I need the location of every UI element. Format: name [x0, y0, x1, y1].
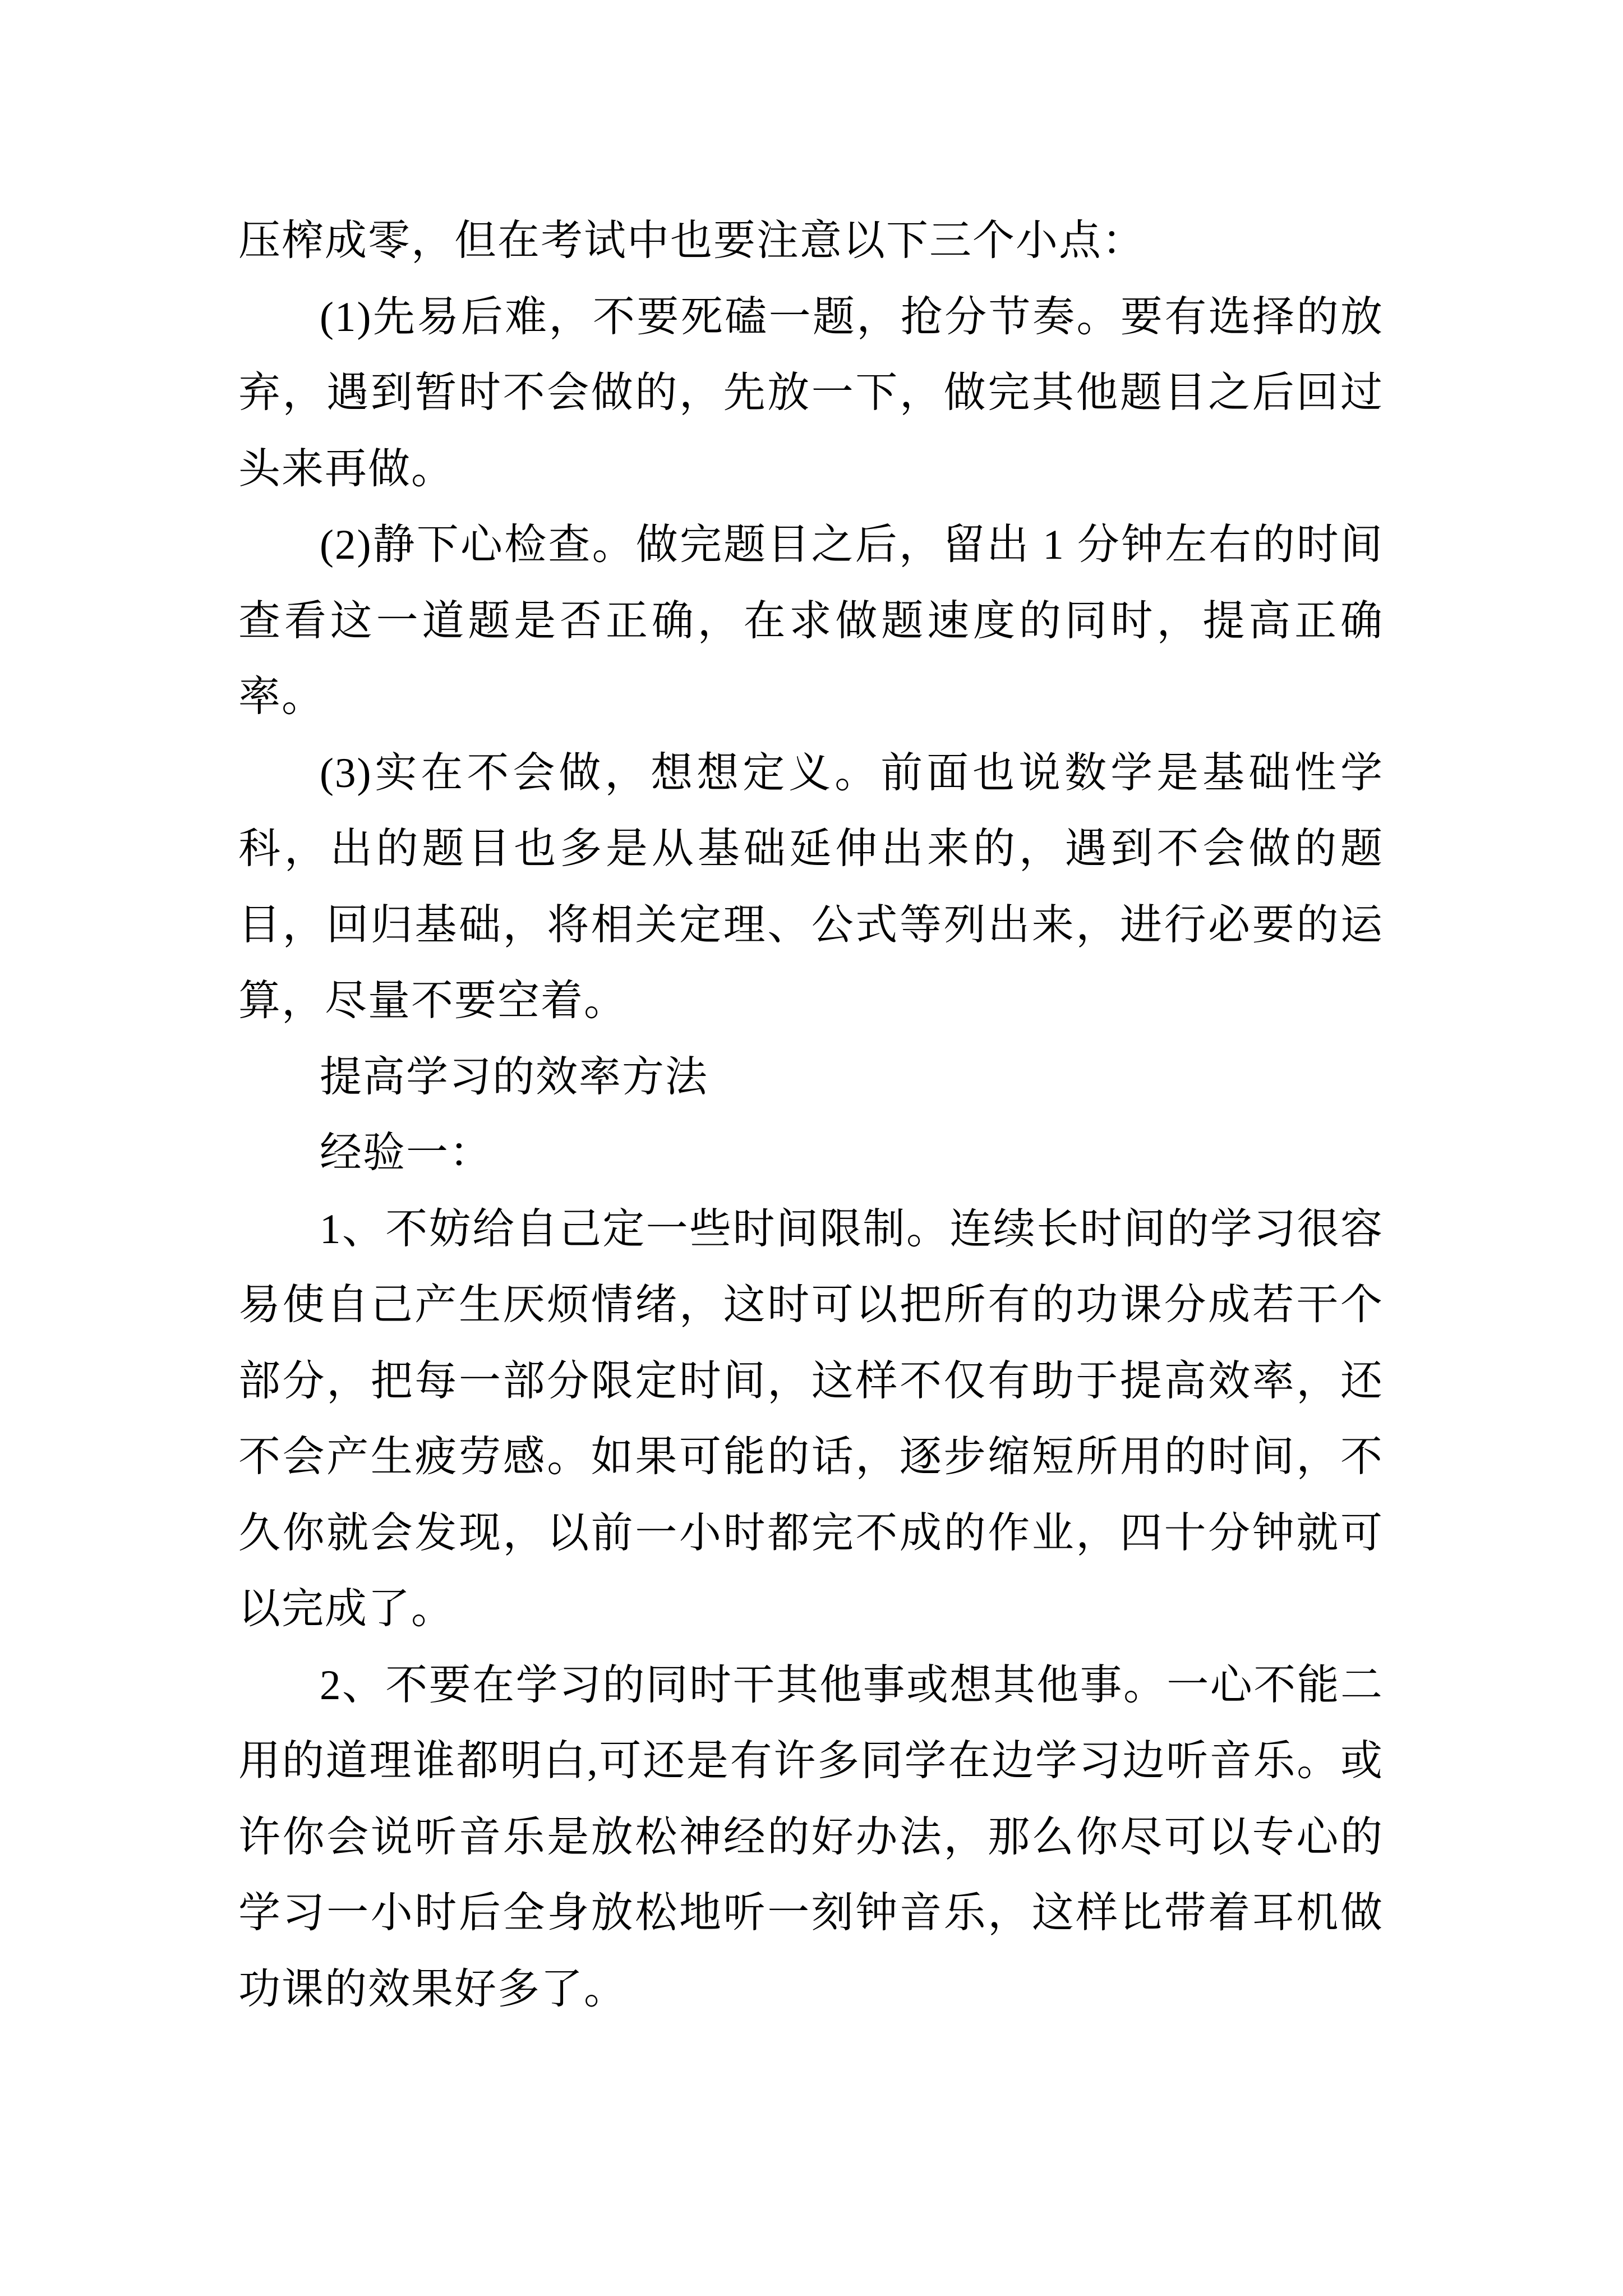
paragraph: 2、不要在学习的同时干其他事或想其他事。一心不能二用的道理谁都明白,可还是有许多同学在边学习边听音乐。或许你会说听音乐是放松神经的好办法，那么你尽可以专心的学习一小时后全身放松地听一刻钟音乐，这样比带着耳机做功课的效果好多了。 [238, 1662, 1384, 2013]
document-body [238, 203, 1384, 2027]
paragraph: (2)静下心检查。做完题目之后，留出 1 分钟左右的时间查看这一道题是否正确，在求做题速度的同时，提高正确率。 [238, 522, 1384, 720]
paragraph: 压榨成零，但在考试中也要注意以下三个小点： [238, 218, 1146, 264]
paragraph: 经验一： [320, 1130, 493, 1176]
paragraph: 提高学习的效率方法 [320, 1053, 709, 1101]
paragraph: 1、不妨给自己定一些时间限制。连续长时间的学习很容易使自己产生厌烦情绪，这时可以把所有的功课分成若干个部分，把每一部分限定时间，这样不仅有助于提高效率，还不会产生疲劳感。如果可能的话，逐步缩短所用的时间，不久你就会发现，以前一小时都完不成的作业，四十分钟就可以完成了。 [238, 1205, 1384, 1632]
paragraph: (1)先易后难，不要死磕一题，抢分节奏。要有选择的放弃，遇到暂时不会做的，先放一下，做完其他题目之后回过头来再做。 [238, 293, 1384, 493]
paragraph: (3)实在不会做，想想定义。前面也说数学是基础性学科，出的题目也多是从基础延伸出来的，遇到不会做的题目，回归基础，将相关定理、公式等列出来，进行必要的运算，尽量不要空着。 [238, 749, 1384, 1024]
